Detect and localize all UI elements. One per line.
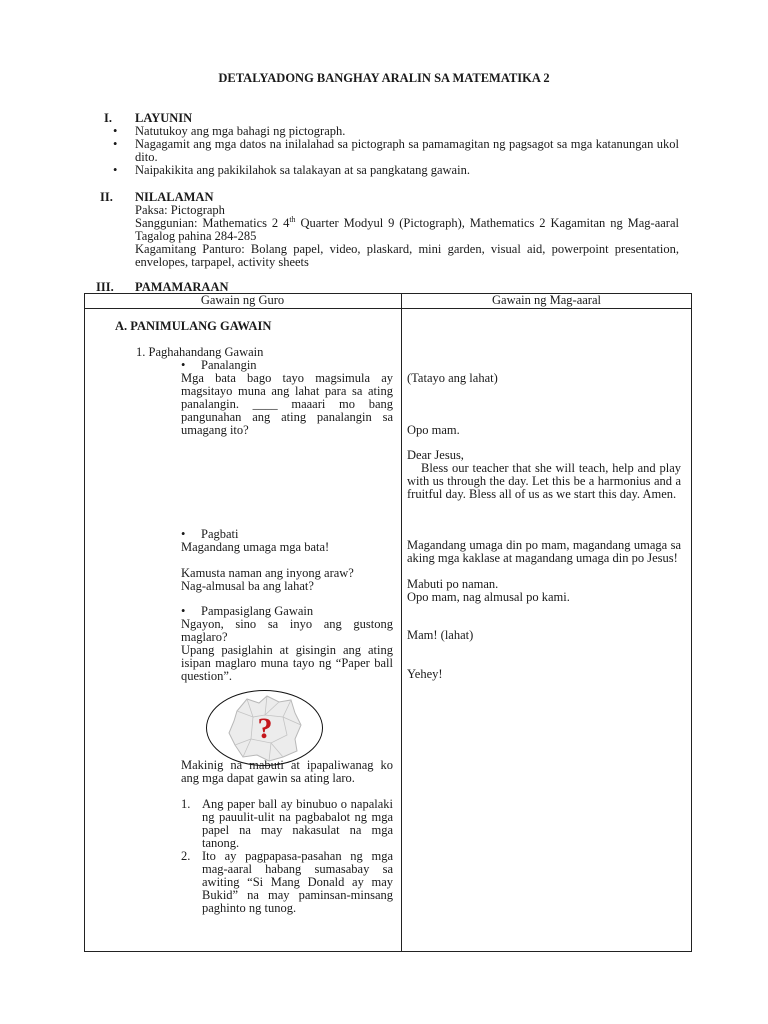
layunin-list [109,125,679,177]
crumpled-paper-ball-icon [207,691,322,765]
section-heading-layunin: LAYUNIN [135,111,193,125]
pampasigla-text-2: Upang pasiglahin at gisingin ang ating isipan maglaro muna tayo ng “Paper ball question”. [181,643,393,683]
pampasigla-text-1: Ngayon, sino sa inyo ang gustong maglaro? [181,617,393,644]
table-header-divider [84,308,691,309]
response-dear: Dear Jesus, [407,448,464,462]
layunin-item: • Nagagamit ang mga datos na inilalahad sa pictograph sa pamamagitan ng pagsagot sa mga katanungan ukol dito. [109,138,679,164]
section-heading-pamamaraan: PAMAMARAAN [135,280,229,294]
pagbati-label: Pagbati [201,527,239,541]
panalangin-label: Panalangin [201,358,257,372]
pampasigla-label: Pampasiglang Gawain [201,604,314,618]
column-header-guro: Gawain ng Guro [200,293,285,307]
response-prayer: Bless our teacher that she will teach, help and play with us through the day. Let this be a harmonius and a fruitful day. Bless all of us as we start this day. Amen. [407,461,681,501]
pagbati-line-2: Kamusta naman ang inyong araw? [181,566,354,580]
response-greet: Magandang umaga din po mam, magandang umaga sa aking mga kaklase at magandang umaga din po Jesus! [407,538,681,565]
response-mabuti: Mabuti po naman. [407,577,499,591]
rule-number: 2. [181,849,191,863]
paper-ball-question-image [206,690,323,766]
response-yehey: Yehey! [407,667,443,681]
column-header-mag-aaral: Gawain ng Mag-aaral [492,293,601,307]
section-heading-nilalaman: NILALAMAN [135,190,214,204]
bullet-icon: • [181,527,186,541]
section-number-pamamaraan: III. [96,280,114,294]
rule-item [181,850,393,915]
rule-text: Ang paper ball ay binubuo o napalaki ng pauulit-ulit na pagbabalot ng mga papel na may nakasulat na mga tanong. [202,797,393,850]
response-opo: Opo mam. [407,423,460,437]
layunin-item: • Naipakikita ang pakikilahok sa talakayan at sa pangkatang gawain. [109,164,679,177]
sanggunian-line [135,214,679,243]
layunin-item: • Natutukoy ang mga bahagi ng pictograph. [109,125,679,138]
part-a-heading: A. PANIMULANG GAWAIN [115,319,272,333]
sanggunian-text-a: Sanggunian: Mathematics 2 4 [135,216,290,230]
kagamitan-line: Kagamitang Panturo: Bolang papel, video, plaskard, mini garden, visual aid, powerpoint presentation, envelopes, tarpapel, activity sheets [135,242,679,269]
svg-text:?: ? [257,712,273,745]
pagbati-line-3: Nag-almusal ba ang lahat? [181,579,314,593]
bullet-icon: • [181,358,186,372]
rules-list [181,798,393,915]
bullet-icon: • [181,604,186,618]
panalangin-text: Mga bata bago tayo magsimula ay magsitayo muna ang lahat para sa ating panalangin. ____ maaari mo bang pangunahan ang ating panalangin sa umagang ito? [181,371,393,437]
pagbati-line-1: Magandang umaga mga bata! [181,540,330,554]
document-title: DETALYADONG BANGHAY ARALIN SA MATEMATIKA 2 [218,71,550,85]
paksa-line: Paksa: Pictograph [135,203,225,217]
section-number-nilalaman: II. [100,190,113,204]
response-almusal: Opo mam, nag almusal po kami. [407,590,570,604]
response-tatayo: (Tatayo ang lahat) [407,371,498,385]
rule-number: 1. [181,797,191,811]
makinig-text: Makinig na mabuti at ipapaliwanag ko ang mga dapat gawin sa ating laro. [181,758,393,785]
rule-item [181,798,393,850]
section-number-layunin: I. [104,111,112,125]
sanggunian-superscript: th [289,214,296,224]
table-column-divider [401,293,402,951]
sanggunian-text-b: Quarter Modyul 9 (Pictograph), Mathematics 2 Kagamitan ng Mag-aaral Tagalog pahina 284-285 [135,216,679,243]
response-mam: Mam! (lahat) [407,628,474,642]
rule-text: Ito ay pagpapasa-pasahan ng mga mag-aaral habang sumasabay sa awiting “Si Mang Donald ay may Bukid” na may paminsan-minsang paghinto ng tunog. [202,849,393,915]
item-paghahanda: 1. Paghahandang Gawain [136,345,264,359]
